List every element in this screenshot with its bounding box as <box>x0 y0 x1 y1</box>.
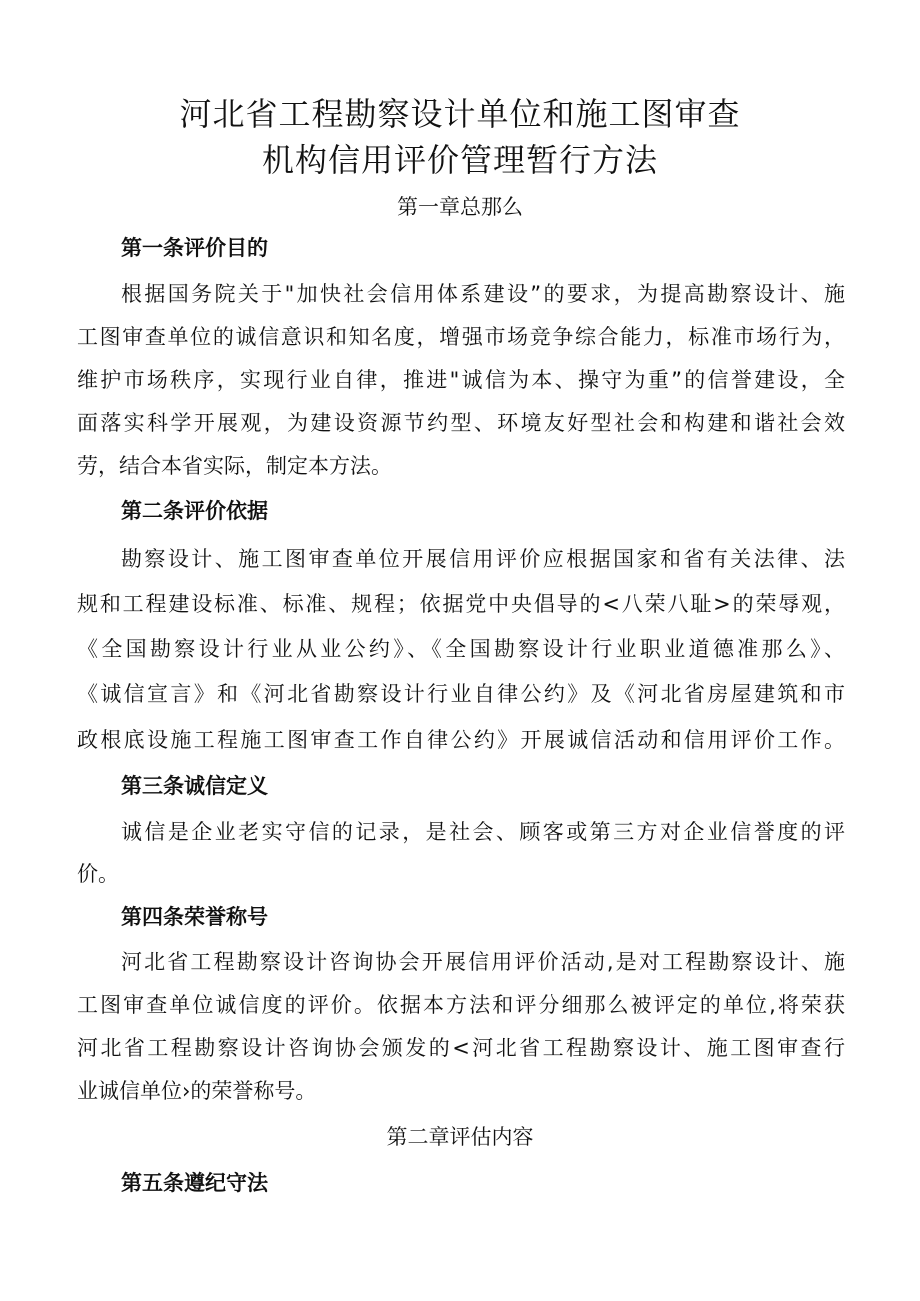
article-2-paragraph-line: 《诚信宣言》和《河北省勘察设计行业自律公约》及《河北省房屋建筑和市 <box>77 682 845 706</box>
chapter-heading-2: 第二章评估内容 <box>386 1125 534 1149</box>
article-heading-4: 第四条荣誉称号 <box>121 905 268 929</box>
article-2-paragraph-line: 政根底设施工程施工图审查工作自律公约》开展诚信活动和信用评价工作。 <box>77 728 845 752</box>
article-1-paragraph-line: 维护市场秩序，实现行业自律，推进"诚信为本、操守为重”的信誉建设，全 <box>77 368 845 392</box>
article-2-paragraph-line: 《全国勘察设计行业从业公约》、《全国勘察设计行业职业道德准那么》、 <box>77 637 845 661</box>
article-1-paragraph-line: 工图审查单位的诚信意识和知名度，增强市场竞争综合能力，标准市场行为， <box>77 325 845 349</box>
article-2-paragraph-line: 勘察设计、施工图审查单位开展信用评价应根据国家和省有关法律、法 <box>121 547 845 571</box>
article-1-paragraph-line: 根据国务院关于"加快社会信用体系建设”的要求，为提高勘察设计、施 <box>121 282 845 306</box>
article-1-paragraph-line: 劳，结合本省实际，制定本方法。 <box>77 454 392 478</box>
article-1-paragraph-line: 面落实科学开展观，为建设资源节约型、环境友好型社会和构建和谐社会效 <box>77 411 845 435</box>
document-title-line-2: 机构信用评价管理暂行方法 <box>261 141 658 179</box>
article-heading-3: 第三条诚信定义 <box>121 774 268 798</box>
article-4-paragraph-line: 河北省工程勘察设计咨询协会颁发的<河北省工程勘察设计、施工图审查行 <box>77 1036 845 1060</box>
article-4-paragraph-line: 工图审查单位诚信度的评价。依据本方法和评分细那么被评定的单位,将荣获 <box>77 993 845 1017</box>
document-title-line-1: 河北省工程勘察设计单位和施工图审查 <box>179 95 741 133</box>
article-2-paragraph-line: 规和工程建设标准、标准、规程；依据党中央倡导的<八荣八耻>的荣辱观， <box>77 592 845 616</box>
article-4-paragraph-line: 河北省工程勘察设计咨询协会开展信用评价活动,是对工程勘察设计、施 <box>121 950 845 974</box>
chapter-heading-1: 第一章总那么 <box>397 195 523 219</box>
article-heading-1: 第一条评价目的 <box>121 236 268 260</box>
article-3-paragraph-line: 价。 <box>77 862 119 886</box>
article-4-paragraph-line: 业诚信单位›的荣誉称号。 <box>77 1079 317 1103</box>
article-3-paragraph-line: 诚信是企业老实守信的记录，是社会、顾客或第三方对企业信誉度的评 <box>121 820 845 844</box>
article-heading-2: 第二条评价依据 <box>121 499 268 523</box>
article-heading-5: 第五条遵纪守法 <box>121 1171 268 1195</box>
